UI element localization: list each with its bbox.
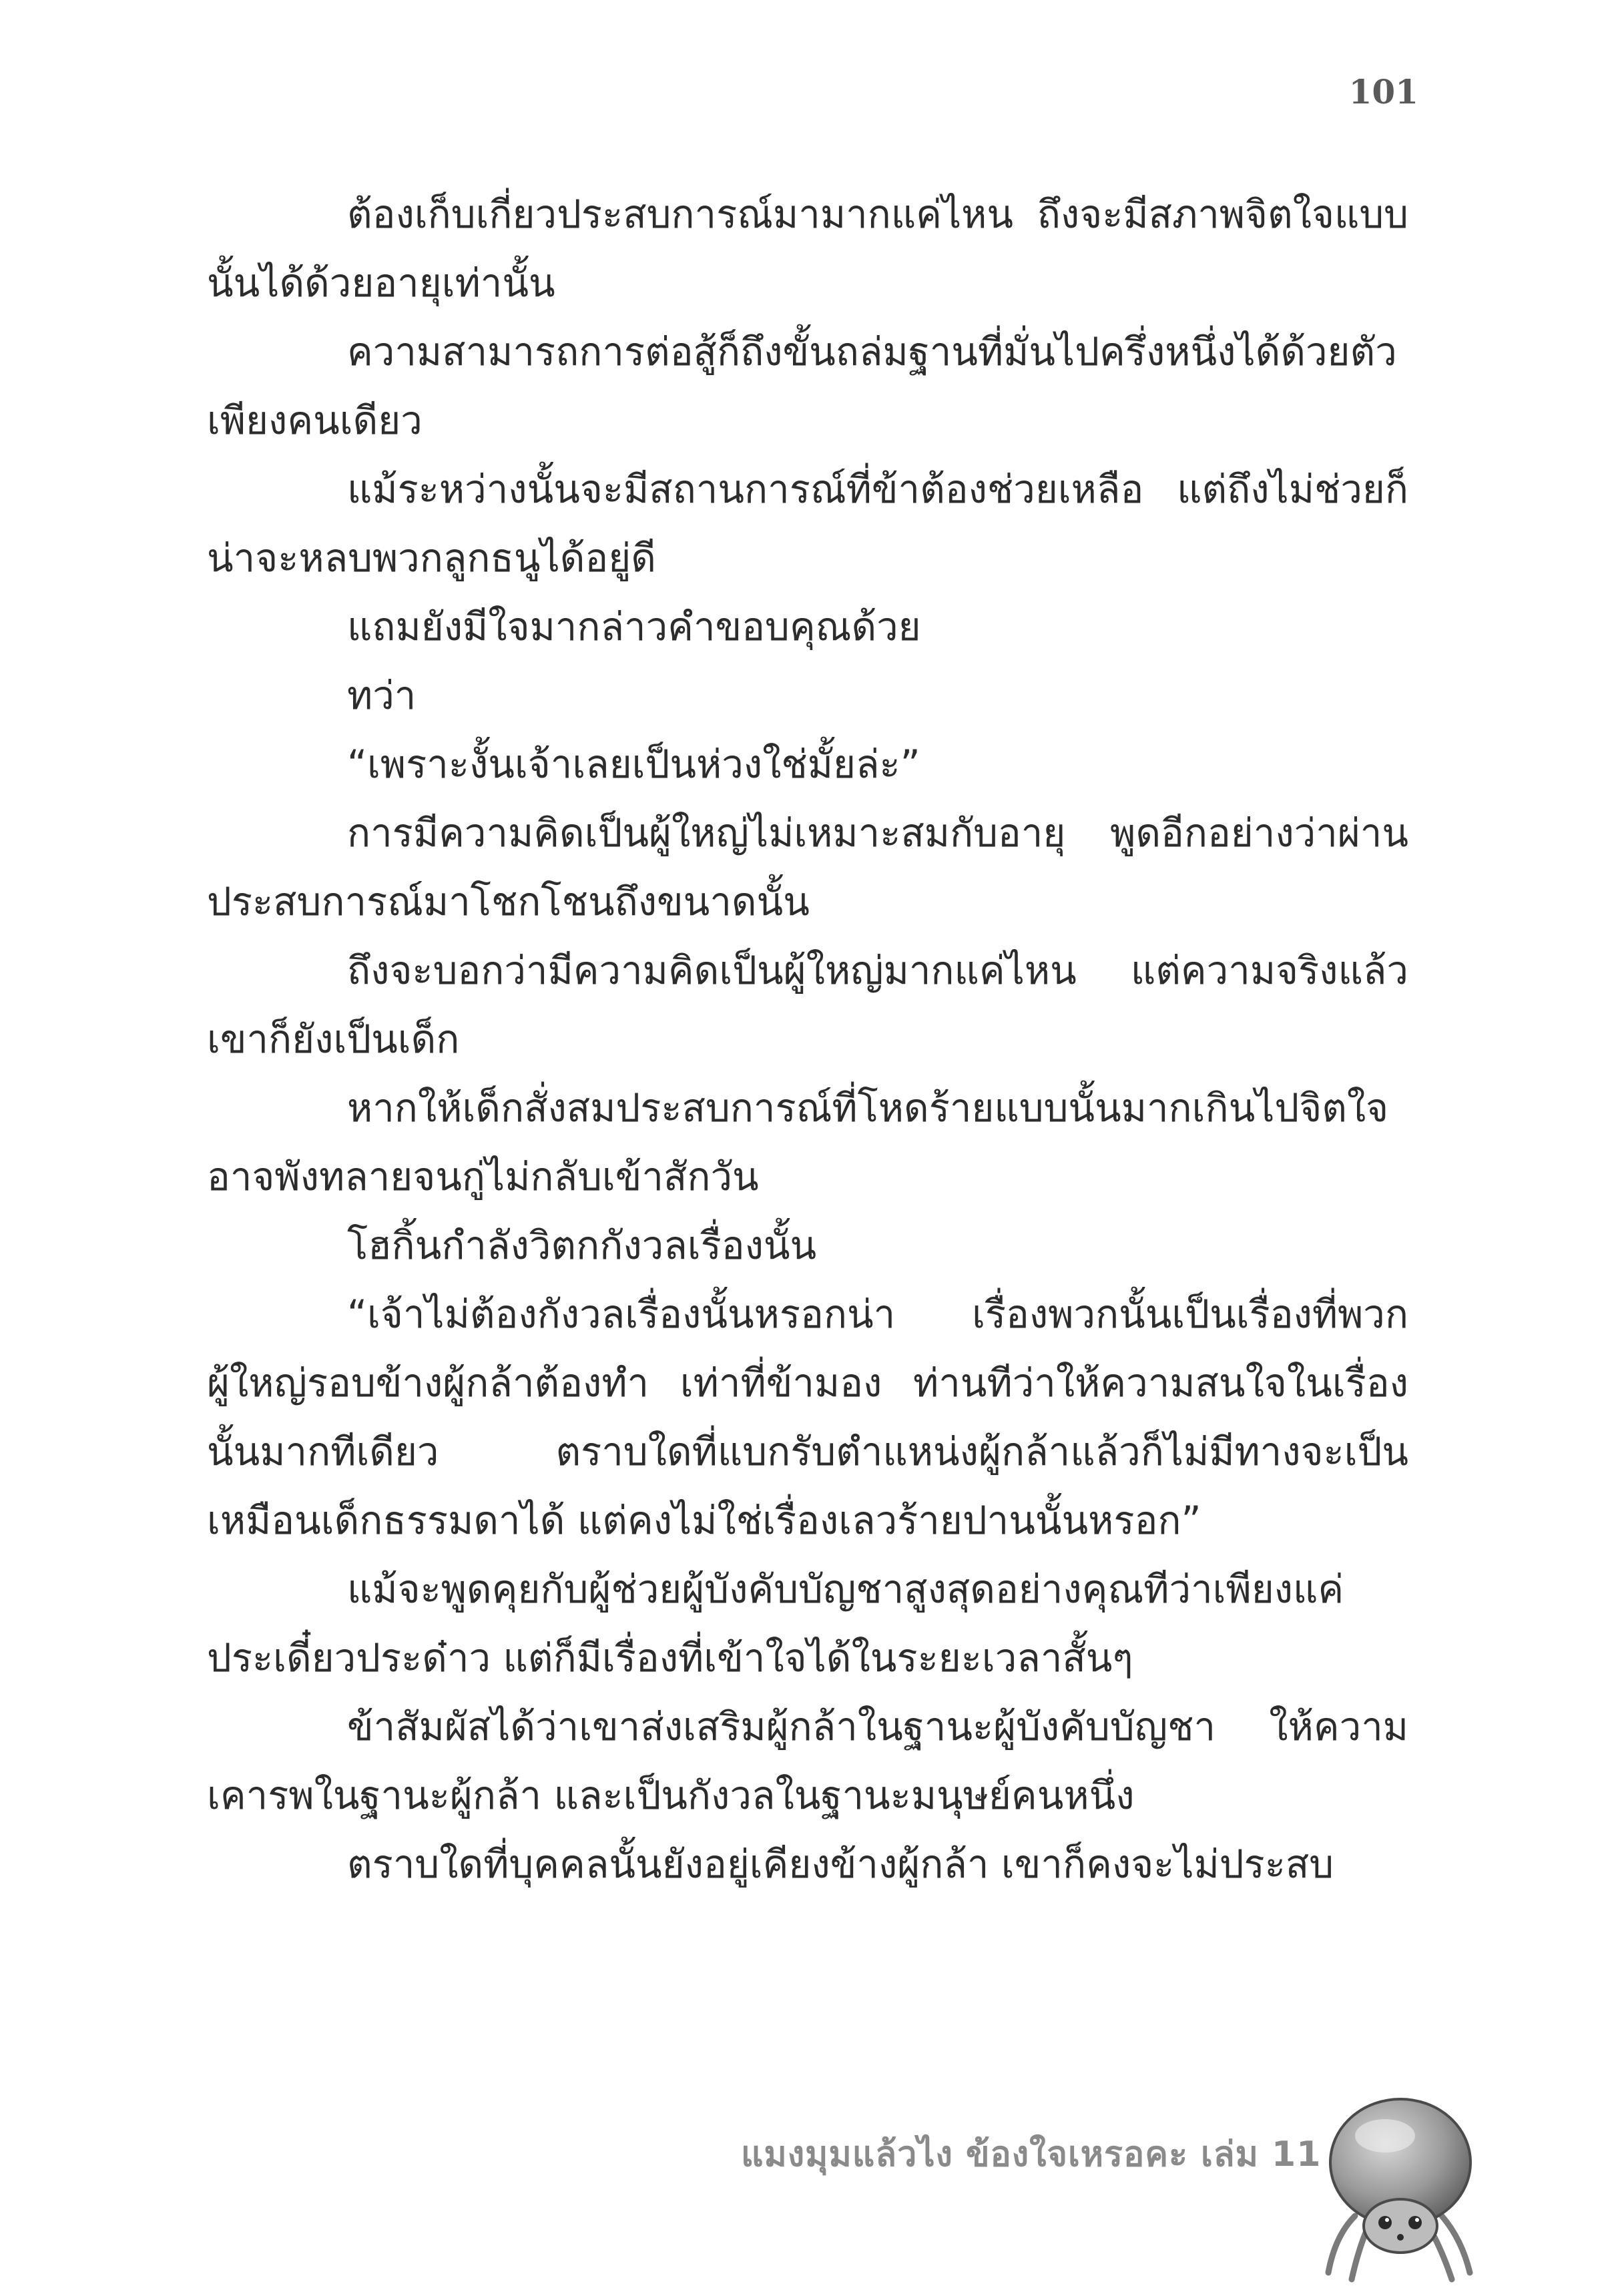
footer-book-title: แมงมุมแล้วไง ข้องใจเหรอคะ เล่ม 11 xyxy=(741,2134,1322,2175)
paragraph: “เจ้าไม่ต้องกังวลเรื่องนั้นหรอกน่า เรื่องพวกนั้นเป็นเรื่องที่พวกผู้ใหญ่รอบข้างผู้กล้าต้องทำ เท่าที่ข้ามอง ท่านทีว่าให้ความสนใจในเรื่องนั้นมากทีเดียว ตราบใดที่แบกรับตำแหน่งผู้กล้าแล้วก็ไม่มีทางจะเป็นเหมือนเด็กธรรมดาได้ แต่คงไม่ใช่เรื่องเลวร้ายปานนั้นหรอก” xyxy=(207,1292,1408,1543)
paragraph: แม้จะพูดคุยกับผู้ช่วยผู้บังคับบัญชาสูงสุดอย่างคุณทีว่าเพียงแค่ประเดี๋ยวประด๋าว แต่ก็มีเรื่องที่เข้าใจได้ในระยะเวลาสั้นๆ xyxy=(207,1566,1344,1681)
spider-mascot-icon xyxy=(1322,2082,1475,2283)
paragraph: แม้ระหว่างนั้นจะมีสถานการณ์ที่ข้าต้องช่วยเหลือ แต่ถึงไม่ช่วยก็น่าจะหลบพวกลูกธนูได้อยู่ดี xyxy=(207,467,1408,581)
paragraph: โฮกิ้นกำลังวิตกกังวลเรื่องนั้น xyxy=(347,1223,817,1268)
paragraph: ตราบใดที่บุคคลนั้นยังอยู่เคียงข้างผู้กล้า เขาก็คงจะไม่ประสบ xyxy=(347,1841,1334,1887)
paragraph: แถมยังมีใจมากล่าวคำขอบคุณด้วย xyxy=(347,604,921,649)
paragraph: ความสามารถการต่อสู้ก็ถึงขั้นถล่มฐานที่มั่นไปครึ่งหนึ่งได้ด้วยตัวเพียงคนเดียว xyxy=(207,329,1397,443)
paragraph: ข้าสัมผัสได้ว่าเขาส่งเสริมผู้กล้าในฐานะผู้บังคับบัญชา ให้ความเคารพในฐานะผู้กล้า และเป็นกังวลในฐานะมนุษย์คนหนึ่ง xyxy=(207,1704,1408,1818)
page-number: 101 xyxy=(1348,72,1418,111)
paragraph: ถึงจะบอกว่ามีความคิดเป็นผู้ใหญ่มากแค่ไหน แต่ความจริงแล้วเขาก็ยังเป็นเด็ก xyxy=(207,948,1408,1062)
body-text xyxy=(207,180,1408,1899)
paragraph: การมีความคิดเป็นผู้ใหญ่ไม่เหมาะสมกับอายุ พูดอีกอย่างว่าผ่านประสบการณ์มาโชกโชนถึงขนาดนั้น xyxy=(207,810,1408,924)
paragraph: หากให้เด็กสั่งสมประสบการณ์ที่โหดร้ายแบบนั้นมากเกินไปจิตใจอาจพังทลายจนกู่ไม่กลับเข้าสักวัน xyxy=(207,1085,1389,1199)
paragraph: “เพราะงั้นเจ้าเลยเป็นห่วงใช่มั้ยล่ะ” xyxy=(347,742,920,787)
paragraph: ต้องเก็บเกี่ยวประสบการณ์มามากแค่ไหน ถึงจะมีสภาพจิตใจแบบนั้นได้ด้วยอายุเท่านั้น xyxy=(207,192,1408,306)
paragraph: ทว่า xyxy=(347,673,417,718)
